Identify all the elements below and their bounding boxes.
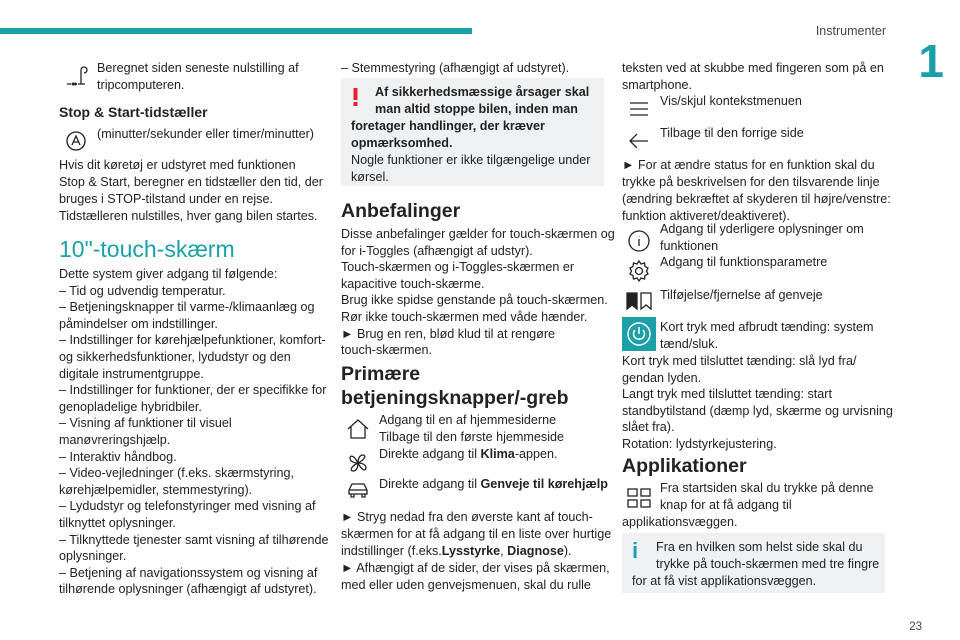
swipe-line-2: skærmen for at få adgang til en liste over hurtige: [341, 527, 612, 541]
bookmark-icon: [622, 284, 656, 318]
menu-text: Vis/skjul kontekstmenuen: [660, 94, 802, 108]
info-text-2: funktionen: [660, 239, 719, 253]
anb-lines-line: Touch-skærmen og i-Toggles-skærmen er: [341, 260, 575, 275]
swipe-line-5: med eller uden genvejsmenuen, skal du rulle: [341, 578, 591, 592]
chapter-title: Instrumenter: [815, 24, 886, 38]
info-box-line-3: for at få vist applikationsvæggen.: [632, 574, 817, 588]
touch-lines-line: – Interaktiv håndbog.: [59, 449, 177, 464]
menu-icon: [622, 92, 656, 126]
apps-grid-icon: [622, 481, 656, 515]
status-line-3: (ændring bekræftet af skyderen til højre/venstre:: [622, 192, 891, 206]
touch-lines-line: – Betjeningsknapper til varme-/klimaanlæg og: [59, 300, 315, 315]
climate-text: Direkte adgang til Klima-appen.: [379, 447, 558, 461]
status-line-4: funktion aktiveret/deaktiveret).: [622, 209, 790, 223]
warning-line-2: man altid stoppe bilen, inden man: [375, 102, 578, 116]
back-text: Tilbage til den forrige side: [660, 126, 804, 140]
primaere-heading-1: Primære: [341, 363, 421, 385]
power-lines-line: Rotation: lydstyrkejustering.: [622, 437, 777, 451]
touch-lines-line: – Indstillinger for funktioner, der er specifikke for: [59, 383, 327, 398]
power-text-1: Kort tryk med afbrudt tænding: system: [660, 320, 874, 334]
trip-text-2: tripcomputeren.: [97, 78, 185, 92]
trip-text-1: Beregnet siden seneste nulstilling af: [97, 61, 299, 75]
info-marker-icon: i: [632, 538, 639, 563]
info-box: [622, 533, 885, 593]
warning-icon: [353, 88, 358, 106]
anb-lines-line: for i-Toggles (afhængigt af udstyr).: [341, 243, 533, 258]
power-text-2: tænd/sluk.: [660, 337, 719, 351]
anb-lines-line: touch-skærmen.: [341, 343, 432, 358]
touch-heading: 10"-touch-skærm: [59, 236, 235, 262]
stopstart-para-3: bruges i STOP-tilstand under en rejse.: [59, 192, 273, 206]
chapter-accent-bar: [0, 28, 472, 34]
touch-lines-line: Dette system giver adgang til følgende:: [59, 267, 278, 281]
back-arrow-icon: [622, 124, 656, 158]
touch-lines-line: – Lydudstyr og telefonstyringer med visning af: [59, 499, 316, 514]
info-icon: [622, 224, 656, 258]
page-number: 23: [909, 621, 922, 633]
stopstart-para-4: Tidstælleren nulstilles, hver gang bilen startes.: [59, 209, 318, 223]
apps-text-3: applikationsvæggen.: [622, 515, 738, 529]
apps-text-2: knap for at få adgang til: [660, 498, 792, 512]
car-icon: [341, 472, 375, 506]
car-text: Direkte adgang til Genveje til kørehjælp: [379, 477, 608, 491]
anb-lines-line: Brug ikke spidse genstande på touch-skærmen.: [341, 293, 608, 308]
primaere-heading-2: betjeningsknapper/-greb: [341, 387, 569, 409]
power-icon: [622, 317, 656, 351]
home-text-1: Adgang til en af hjemmesiderne: [379, 413, 557, 427]
power-lines-line: Kort tryk med tilsluttet tænding: slå lyd fra/: [622, 354, 857, 368]
swipe-line-3: indstillinger (f.eks.Lysstyrke, Diagnose).: [341, 544, 572, 558]
anb-lines-line: ► Brug en ren, blød klud til at rengøre: [341, 326, 556, 341]
stopstart-para-1: Hvis dit køretøj er udstyret med funktionen: [59, 158, 296, 172]
warning-after-1: Nogle funktioner er ikke tilgængelige under: [351, 153, 591, 167]
home-icon: [341, 412, 375, 446]
touch-lines-line: påmindelser om indstillinger.: [59, 316, 218, 331]
anb-lines-line: Disse anbefalinger gælder for touch-skærmen og: [341, 227, 615, 241]
tripcomputer-icon: [59, 58, 93, 92]
touch-lines-line: tilknyttet oplysninger.: [59, 516, 176, 530]
power-lines-line: slået fra).: [622, 420, 675, 435]
touch-lines-line: – Tid og udvendig temperatur.: [59, 283, 226, 298]
voice-control-line: – Stemmestyring (afhængigt af udstyret).: [341, 61, 570, 75]
touch-lines-line: genopladelige hybridbiler.: [59, 399, 202, 414]
info-text-1: Adgang til yderligere oplysninger om: [660, 222, 864, 236]
info-box-line-2: trykke på touch-skærmen med tre fingre: [656, 557, 880, 571]
warning-box: [341, 78, 604, 186]
status-line-1: ► For at ændre status for en funktion skal du: [622, 158, 875, 172]
touch-lines-line: digitale instrumentgruppe.: [59, 366, 204, 381]
anbefalinger-heading: Anbefalinger: [341, 200, 461, 222]
warning-after-2: kørsel.: [351, 170, 389, 184]
power-lines-line: gendan lyden.: [622, 370, 702, 385]
touch-lines-line: kørehjælpemidler, stemmestyring).: [59, 482, 253, 497]
gear-text: Adgang til funktionsparametre: [660, 255, 828, 269]
stopstart-icon-text: (minutter/sekunder eller timer/minutter): [97, 127, 314, 141]
chapter-number: 1: [918, 35, 944, 87]
touch-lines-line: oplysninger.: [59, 549, 127, 564]
apps-heading: Applikationer: [622, 455, 747, 477]
warning-line-4: opmærksomhed.: [351, 136, 453, 150]
swipe-line-1: ► Stryg nedad fra den øverste kant af touch-: [341, 510, 593, 524]
stopstart-para-2: Stop & Start, beregner en tidstæller den tid, der: [59, 175, 323, 189]
warning-line-1: Af sikkerhedsmæssige årsager skal: [375, 85, 590, 99]
stopstart-icon: [59, 124, 93, 158]
info-box-line-1: Fra en hvilken som helst side skal du: [656, 540, 863, 554]
touch-lines-line: og sikkerhedsfunktioner, lydudstyr og den: [59, 350, 291, 364]
touch-lines-line: tilhørende oplysninger (afhængigt af udstyret).: [59, 582, 317, 597]
touch-lines-line: – Video-vejledninger (f.eks. skærmstyring,: [59, 466, 294, 481]
warning-line-3: foretager handlinger, der kræver: [351, 119, 545, 133]
col3-top-1: teksten ved at skubbe med fingeren som på en: [622, 61, 884, 75]
touch-lines-line: – Tilknyttede tjenester samt visning af tilhørende: [59, 532, 329, 547]
touch-lines-line: – Visning af funktioner til visuel: [59, 416, 232, 431]
power-lines-line: standbytilstand (dæmp lyd, skærme og urvisning: [622, 403, 893, 418]
gear-icon: [622, 254, 656, 288]
touch-lines-line: – Betjening af navigationssystem og visning af: [59, 565, 318, 580]
power-lines-line: Langt tryk med tilsluttet tænding: start: [622, 387, 832, 402]
anb-lines-line: kapacitive touch-skærme.: [341, 276, 485, 291]
apps-text-1: Fra startsiden skal du trykke på denne: [660, 481, 874, 495]
status-line-2: trykke på beskrivelsen for den tilsvarende linje: [622, 175, 880, 189]
col3-top-2: smartphone.: [622, 78, 693, 92]
home-text-2: Tilbage til den første hjemmeside: [379, 430, 565, 444]
anb-lines-line: Rør ikke touch-skærmen med våde hænder.: [341, 310, 588, 324]
swipe-line-4: ► Afhængigt af de sider, der vises på skærmen,: [341, 561, 610, 575]
bookmark-text: Tilføjelse/fjernelse af genveje: [660, 288, 823, 302]
stopstart-heading: Stop & Start-tidstæller: [59, 104, 208, 120]
touch-lines-line: manøvreringshjælp.: [59, 433, 171, 447]
touch-lines-line: – Indstillinger for kørehjælpefunktioner, komfort-: [59, 333, 326, 348]
